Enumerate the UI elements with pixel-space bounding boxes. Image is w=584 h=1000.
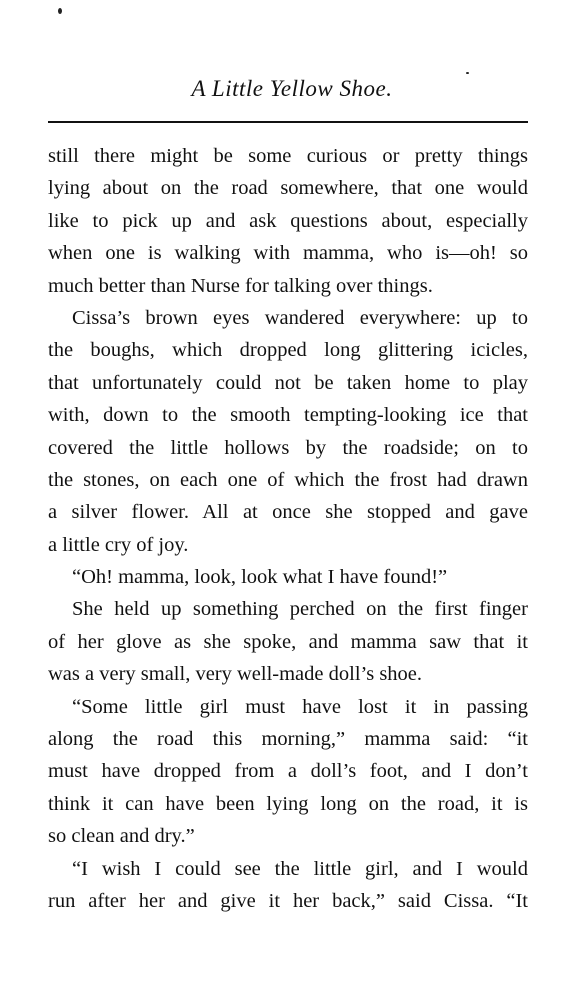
text-line: run after her and give it her back,” said Cissa. “It bbox=[48, 889, 528, 912]
text-line: “I wish I could see the little girl, and I would bbox=[72, 857, 528, 880]
text-line: Cissa’s brown eyes wandered everywhere: up to bbox=[72, 306, 528, 329]
text-line: that unfortunately could not be taken home to play bbox=[48, 371, 528, 394]
text-line: lying about on the road somewhere, that one would bbox=[48, 177, 528, 200]
text-line: the boughs, which dropped long glittering icicles, bbox=[48, 339, 528, 362]
text-line: the stones, on each one of which the frost had drawn bbox=[48, 468, 528, 491]
text-line: still there might be some curious or pretty things bbox=[48, 145, 528, 167]
text-line: She held up something perched on the first finger bbox=[72, 598, 528, 621]
text-line: with, down to the smooth tempting-looking ice that bbox=[48, 404, 528, 427]
text-line: was a very small, very well-made doll’s shoe. bbox=[48, 663, 423, 686]
text-line: so clean and dry.” bbox=[48, 825, 195, 848]
text-line: much better than Nurse for talking over things. bbox=[48, 274, 433, 297]
text-line: “Some little girl must have lost it in passing bbox=[72, 695, 528, 718]
text-line: a little cry of joy. bbox=[48, 533, 189, 556]
text-line: like to pick up and ask questions about, especially bbox=[48, 209, 528, 232]
ink-speck bbox=[58, 8, 62, 14]
text-line: must have dropped from a doll’s foot, and I don’t bbox=[48, 760, 528, 783]
text-line: along the road this morning,” mamma said: “it bbox=[48, 728, 528, 751]
text-line: when one is walking with mamma, who is—oh! so bbox=[48, 242, 528, 265]
ink-speck bbox=[466, 72, 469, 74]
body-text bbox=[48, 140, 528, 917]
running-header-title: A Little Yellow Shoe. bbox=[191, 76, 393, 101]
text-line: of her glove as she spoke, and mamma saw that it bbox=[48, 630, 528, 653]
header-rule bbox=[48, 121, 528, 123]
text-line: a silver flower. All at once she stopped and gave bbox=[48, 501, 528, 524]
text-line: think it can have been lying long on the road, it is bbox=[48, 792, 528, 815]
text-line: “Oh! mamma, look, look what I have found!” bbox=[72, 566, 448, 589]
text-line: covered the little hollows by the roadside; on to bbox=[48, 436, 528, 459]
